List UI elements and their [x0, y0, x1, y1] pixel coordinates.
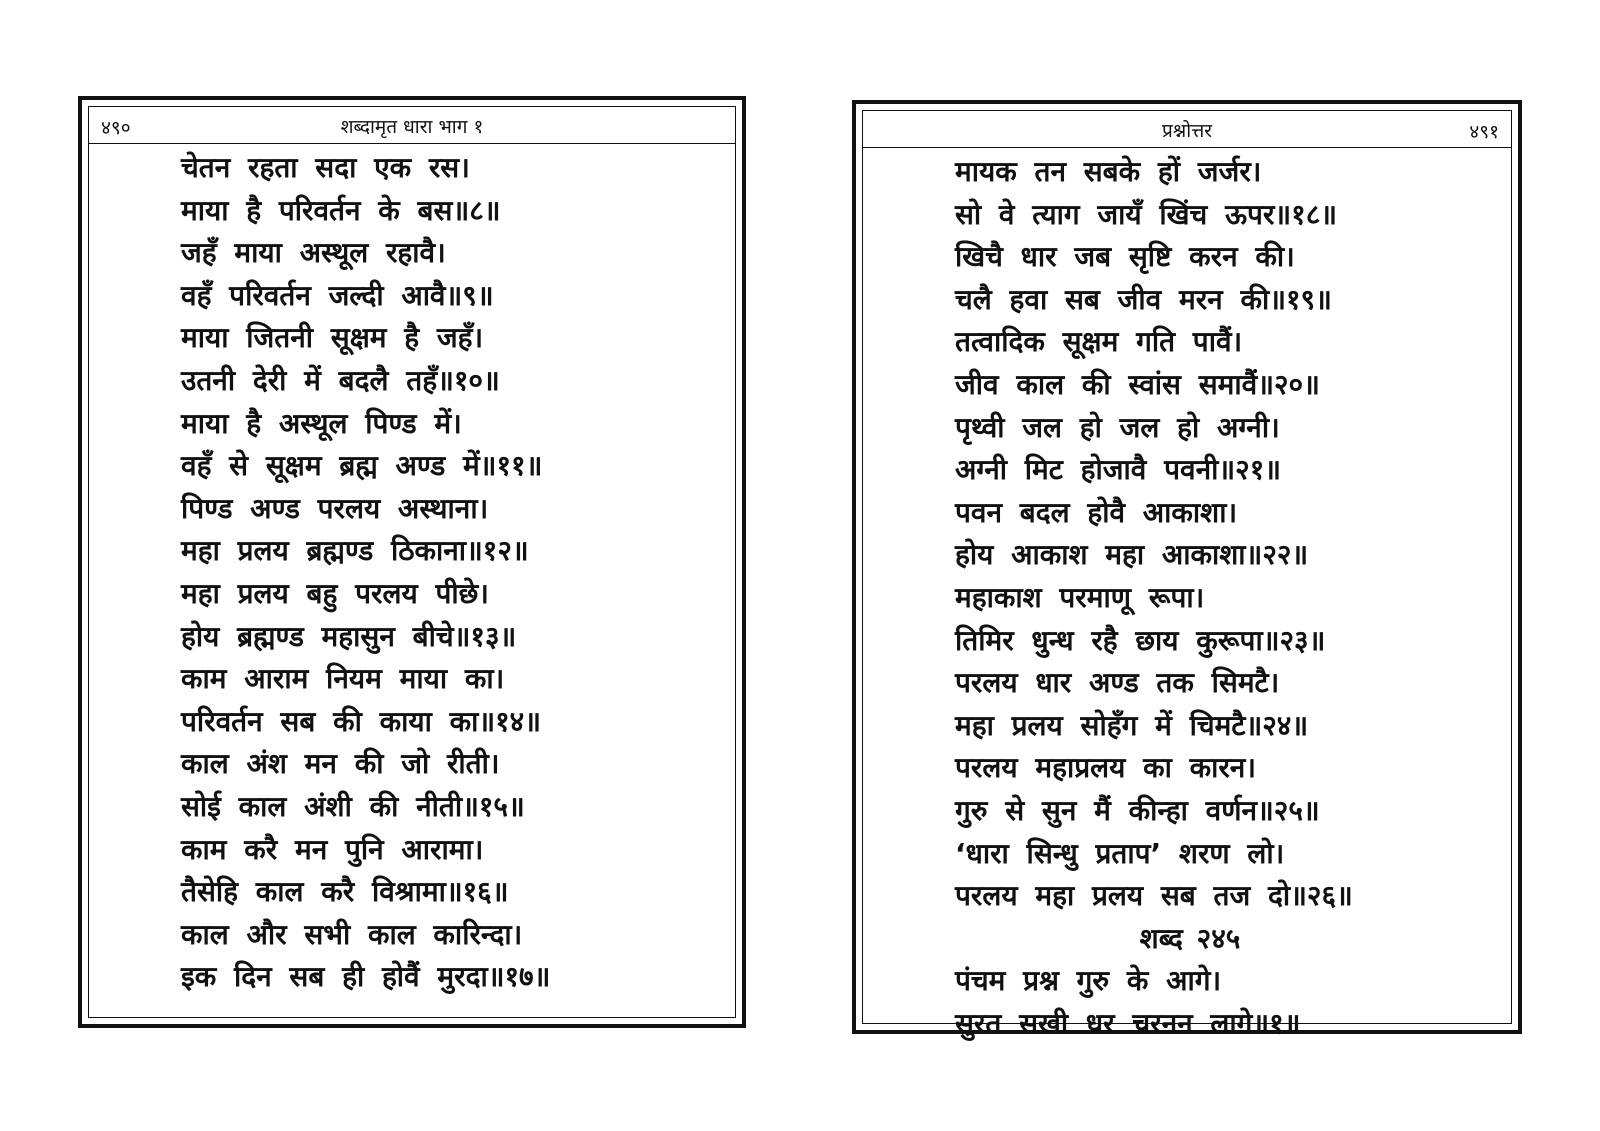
- right-page-number: ४९१: [1469, 121, 1499, 143]
- verse-line: होय ब्रह्मण्ड महासुन बीचे॥१३॥: [181, 619, 517, 653]
- verse-line: पंचम प्रश्न गुरु के आगे।: [955, 964, 1222, 998]
- verse-line: इक दिन सब ही होवैं मुरदा॥१७॥: [181, 960, 551, 994]
- verse-line: उतनी देरी में बदलै तहँ॥१०॥: [181, 363, 500, 397]
- verse-line: तिमिर धुन्ध रहै छाय कुरूपा॥२३॥: [955, 623, 1326, 657]
- left-verses: [181, 147, 661, 999]
- verse-line: वहँ परिवर्तन जल्दी आवै॥९॥: [181, 278, 494, 312]
- verse-line: जहँ माया अस्थूल रहावै।: [181, 236, 446, 270]
- verse-line: सो वे त्याग जायँ खिंच ऊपर॥१८॥: [955, 197, 1338, 231]
- verse-line: काम करै मन पुनि आरामा।: [181, 832, 484, 866]
- verse-line: परलय महाप्रलय का कारन।: [955, 751, 1256, 785]
- verse-line: माया जितनी सूक्षम है जहँ।: [181, 321, 484, 355]
- verse-line: सुरत सखी धर चरनन लागे॥१॥: [955, 1006, 1301, 1040]
- left-page: [78, 96, 746, 1028]
- verse-line: महा प्रलय सोहँग में चिमटै॥२४॥: [955, 708, 1309, 742]
- verse-line: चलै हवा सब जीव मरन की॥१९॥: [955, 282, 1332, 316]
- verse-line: काल अंश मन की जो रीती।: [181, 747, 500, 781]
- verse-line: परिवर्तन सब की काया का॥१४॥: [181, 704, 542, 738]
- verse-line: काम आराम नियम माया का।: [181, 662, 505, 696]
- verse-line: महा प्रलय बहु परलय पीछे।: [181, 576, 489, 610]
- right-page-frame: [862, 110, 1512, 1040]
- right-page: [852, 100, 1522, 1040]
- verse-line: पवन बदल होवै आकाशा।: [955, 495, 1238, 529]
- verse-line: चेतन रहता सदा एक रस।: [181, 151, 470, 184]
- verse-line: होय आकाश महा आकाशा॥२२॥: [955, 538, 1309, 572]
- verse-line: तत्वादिक सूक्षम गति पावैं।: [955, 325, 1243, 359]
- verse-line: पृथ्वी जल हो जल हो अग्नी।: [955, 410, 1280, 444]
- verse-line: खिचै धार जब सृष्टि करन की।: [955, 240, 1295, 274]
- right-page-header: [863, 111, 1511, 148]
- left-page-title: शब्दामृत धारा भाग १: [340, 116, 484, 138]
- verse-line: परलय धार अण्ड तक सिमटै।: [955, 666, 1280, 700]
- verse-line: माया है अस्थूल पिण्ड में।: [181, 406, 462, 440]
- verse-line: अग्नी मिट होजावै पवनी॥२१॥: [955, 453, 1282, 487]
- verse-line: वहँ से सूक्षम ब्रह्म अण्ड में॥११॥: [181, 449, 543, 483]
- verse-line: गुरु से सुन मैं कीन्हा वर्णन॥२५॥: [955, 793, 1320, 827]
- left-page-frame: [88, 106, 736, 1018]
- left-page-header: [89, 107, 735, 144]
- verse-line: मायक तन सबके हों जर्जर।: [955, 155, 1262, 188]
- verse-line: तैसेहि काल करै विश्रामा॥१६॥: [181, 875, 509, 909]
- verse-line: माया है परिवर्तन के बस॥८॥: [181, 193, 501, 227]
- verse-line: पिण्ड अण्ड परलय अस्थाना।: [181, 491, 489, 525]
- verse-line: काल और सभी काल कारिन्दा।: [181, 917, 523, 951]
- verse-line: महा प्रलय ब्रह्मण्ड ठिकाना॥१२॥: [181, 534, 529, 568]
- verse-line: ‘धारा सिन्धु प्रताप’ शरण लो।: [955, 836, 1285, 870]
- left-page-number: ४९०: [101, 117, 131, 139]
- section-heading: शब्द २४५: [1139, 921, 1241, 955]
- right-page-title: प्रश्नोत्तर: [1161, 120, 1213, 142]
- verse-line: सोई काल अंशी की नीती॥१५॥: [181, 789, 525, 823]
- verse-line: महाकाश परमाणू रूपा।: [955, 580, 1205, 614]
- verse-line: जीव काल की स्वांस समावैं॥२०॥: [955, 367, 1320, 401]
- verse-line: परलय महा प्रलय सब तज दो॥२६॥: [955, 879, 1353, 913]
- right-verses: [955, 151, 1425, 1045]
